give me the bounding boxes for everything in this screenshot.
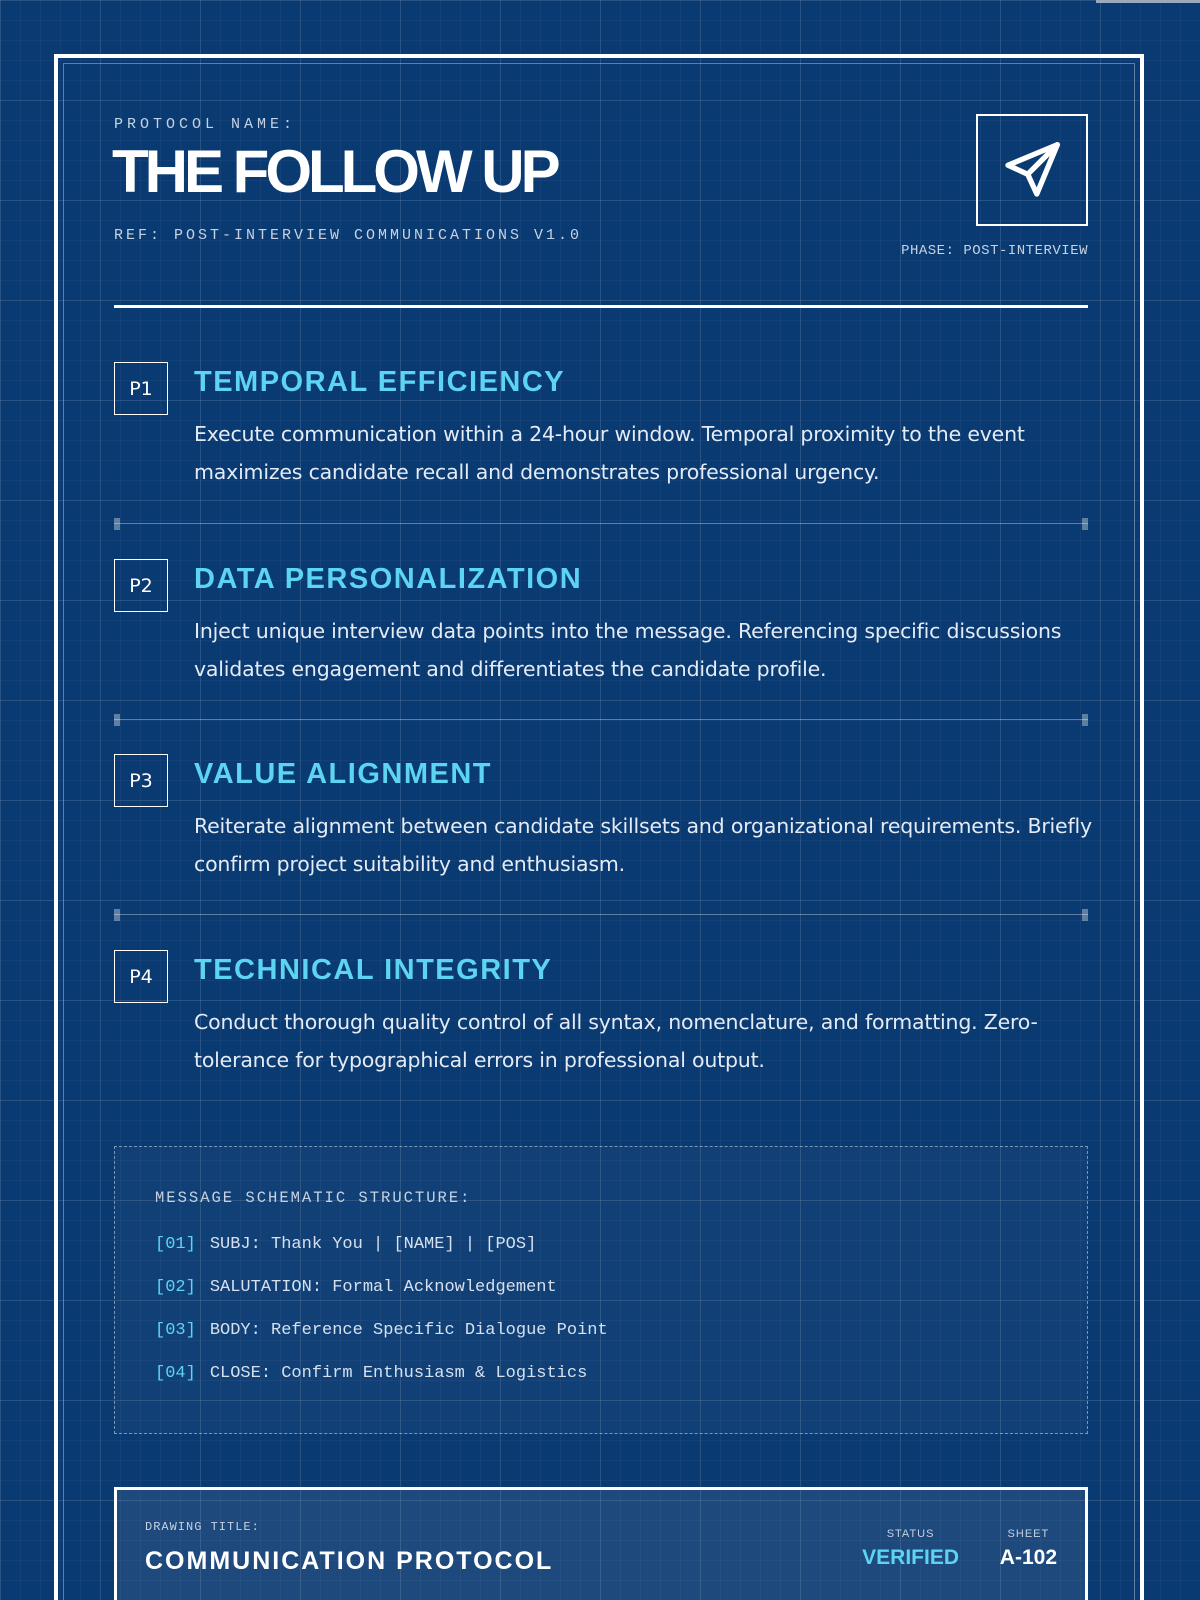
header [114, 100, 1088, 308]
status-badge: VERIFIED [862, 1546, 959, 1569]
drawing-title-block [114, 1487, 1088, 1600]
schematic-row-index: [02] [155, 1278, 196, 1297]
principle-p4 [114, 950, 1088, 1080]
principle-title: TEMPORAL EFFICIENCY [194, 366, 566, 398]
schematic-row-text: CLOSE: Confirm Enthusiasm & Logistics [209, 1364, 588, 1383]
section-divider [114, 714, 1088, 726]
schematic-title: MESSAGE SCHEMATIC STRUCTURE: [155, 1189, 472, 1207]
schematic-row-index: [01] [155, 1235, 196, 1254]
principle-badge: P1 [114, 362, 168, 415]
schematic-row-index: [03] [155, 1321, 196, 1340]
scrollbar-thumb[interactable] [1096, 0, 1200, 3]
schematic-row [155, 1235, 536, 1254]
section-divider [114, 909, 1088, 921]
drawing-title: COMMUNICATION PROTOCOL [145, 1547, 554, 1575]
schematic-row-index: [04] [155, 1364, 196, 1383]
schematic-row [155, 1364, 587, 1383]
principle-description: Reiterate alignment between candidate skillsets and organizational requirements. Briefly confirm project suitability and enthusiasm. [194, 814, 1092, 876]
schematic-row [155, 1278, 557, 1297]
sheet-label: SHEET [1007, 1528, 1050, 1540]
phase-label: PHASE: POST-INTERVIEW [901, 243, 1088, 259]
sheet-field [1000, 1528, 1057, 1570]
schematic-row-text: SUBJ: Thank You | [NAME] | [POS] [209, 1235, 537, 1254]
send-icon-box [976, 114, 1088, 226]
principle-description: Inject unique interview data points into the message. Referencing specific discussions validates engagement and differentiates the candidate profile. [194, 619, 1062, 681]
protocol-name-label: PROTOCOL NAME: [114, 116, 297, 133]
principle-title: DATA PERSONALIZATION [194, 563, 583, 595]
principle-p1 [114, 362, 1088, 492]
drawing-title-label: DRAWING TITLE: [145, 1520, 260, 1534]
principle-description: Conduct thorough quality control of all syntax, nomenclature, and formatting. Zero-tolerance for typographical errors in professional output. [194, 1010, 1038, 1072]
section-divider [114, 518, 1088, 530]
principle-badge: P3 [114, 754, 168, 807]
principle-title: VALUE ALIGNMENT [194, 758, 492, 790]
status-label: STATUS [886, 1528, 935, 1540]
principle-description: Execute communication within a 24-hour window. Temporal proximity to the event maximizes candidate recall and demonstrates professional urgency. [194, 422, 1025, 484]
message-schematic-panel [114, 1146, 1088, 1434]
principle-badge: P4 [114, 950, 168, 1003]
send-icon [1000, 138, 1064, 202]
schematic-row [155, 1321, 608, 1340]
principle-p3 [114, 754, 1092, 884]
status-field [862, 1528, 959, 1570]
schematic-row-text: BODY: Reference Specific Dialogue Point [209, 1321, 608, 1340]
page-title: THE FOLLOW UP [112, 138, 557, 205]
sheet-number: A-102 [999, 1546, 1057, 1569]
principle-badge: P2 [114, 559, 168, 612]
principle-title: TECHNICAL INTEGRITY [194, 954, 553, 986]
schematic-row-text: SALUTATION: Formal Acknowledgement [209, 1278, 557, 1297]
principle-p2 [114, 559, 1088, 689]
reference-label: REF: POST-INTERVIEW COMMUNICATIONS V1.0 [114, 227, 583, 244]
